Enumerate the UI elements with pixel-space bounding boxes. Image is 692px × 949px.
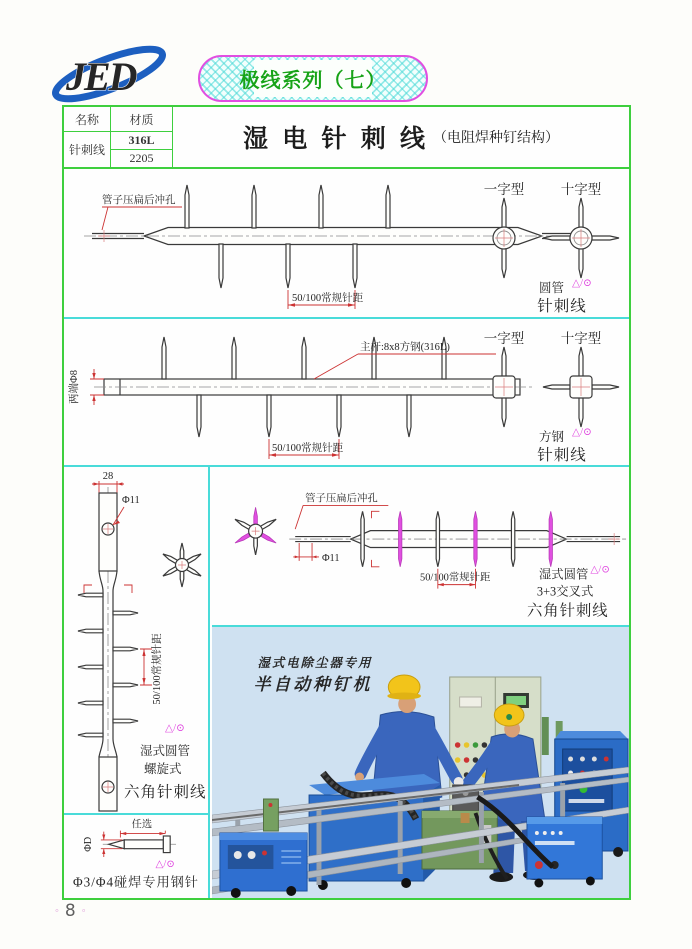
pin-caption: Φ3/Φ4碰焊专用钢针 (73, 874, 199, 890)
page-number-dot-left: ◦ (55, 905, 59, 917)
machine-photo (212, 625, 629, 898)
series-badge (198, 55, 428, 102)
ends-diameter-label: 两端Φ8 (69, 370, 80, 404)
straight-type-title: 一字型 (483, 331, 525, 346)
series-badge-label: 极线系列（七） (239, 70, 387, 92)
logo-text: JED (66, 54, 136, 99)
material-label: 方钢 (538, 430, 564, 444)
pitch-label: 50/100常规针距 (272, 443, 344, 454)
section-round-tube (64, 169, 629, 317)
pitch-dimension (140, 633, 163, 705)
info-table (64, 107, 629, 169)
tube-side-view (289, 511, 626, 566)
photo-caption-line1: 湿式电除尘器专用 (257, 655, 373, 671)
page-number-value: 8 (64, 901, 76, 921)
cert-mark: △/⊙ (155, 858, 175, 870)
hole-label: Φ11 (122, 495, 140, 506)
cross-section-cross-type (543, 181, 619, 278)
material-316l-cell: 316L (111, 132, 172, 150)
product-line3: 六角针刺线 (124, 784, 207, 801)
material-header-cell: 材质 (111, 107, 172, 132)
photo-caption-line2: 半自动种钉机 (253, 674, 373, 695)
diameter-label: ΦD (83, 836, 95, 852)
hex-cross-section (162, 543, 202, 587)
pin-drawing (109, 836, 171, 853)
pitch-label: 50/100常规针距 (292, 293, 364, 304)
cert-mark: △/⊙ (572, 278, 592, 289)
straight-type-title: 一字型 (483, 182, 525, 197)
cross-type-title: 十字型 (560, 331, 602, 346)
page-number (55, 901, 86, 921)
main-frame (62, 105, 631, 900)
product-name-cell: 针刺线 (68, 143, 105, 157)
pitch-dimension (288, 290, 364, 309)
material-label: 圆管 (538, 281, 564, 295)
pitch-label: 50/100常规针距 (420, 572, 491, 584)
product-label: 针刺线 (537, 298, 587, 315)
product-line3: 六角针刺线 (526, 602, 609, 620)
hole-dimension (293, 543, 339, 564)
spiral-hex-diagram (64, 467, 208, 813)
square-bar-diagram (64, 319, 629, 465)
series-badge-panel (239, 60, 387, 97)
pitch-label: 50/100常规针距 (152, 633, 163, 705)
cross-type-title: 十字型 (560, 182, 602, 197)
main-rod-note (314, 340, 496, 379)
hole-label: Φ11 (321, 552, 340, 564)
flatten-punch-note (295, 491, 388, 529)
section-hex-needle-wires (64, 465, 629, 898)
left-welder-box (220, 833, 307, 898)
pitch-dimension (420, 569, 491, 589)
page-number-dot-right: ◦ (81, 905, 86, 917)
section-square-bar (64, 317, 629, 465)
product-line2: 3+3交叉式 (536, 584, 594, 599)
jed-logo (46, 32, 178, 112)
length-dimension (120, 818, 165, 838)
product-line1: 湿式圆管 (538, 567, 589, 582)
page-title-sub: （电阻焊种钉结构） (433, 131, 559, 146)
width-label: 28 (102, 471, 114, 482)
pitch-dimension (269, 439, 344, 459)
steel-pin-diagram (64, 815, 208, 898)
cross-section-cross-type (543, 330, 619, 427)
main-rod-label: 主杆:8x8方钢(316L) (360, 342, 450, 353)
info-table-material-column (111, 107, 173, 167)
length-label: 任选 (131, 819, 153, 831)
machine-photo-graphic (212, 627, 629, 898)
spiral-hex-column (64, 467, 210, 898)
info-table-name-column (64, 107, 111, 167)
hex-cross-section (234, 507, 277, 555)
cert-mark: △/⊙ (590, 564, 610, 576)
flatten-punch-label: 管子压扁后冲孔 (305, 493, 378, 505)
spiral-hex-box (64, 467, 208, 813)
page-title-main: 湿 电 针 刺 线 (242, 126, 429, 153)
square-bar-side-view (94, 337, 532, 437)
steel-pin-box (64, 813, 208, 898)
cross6-box (212, 467, 629, 625)
cross6-diagram (212, 467, 629, 625)
product-line2: 螺旋式 (144, 762, 182, 776)
material-2205-cell: 2205 (129, 151, 154, 165)
flatten-punch-label: 管子压扁后冲孔 (102, 195, 176, 206)
cross6-and-photo-column (212, 467, 629, 898)
page-title (173, 107, 629, 167)
product-line1: 湿式圆管 (140, 744, 191, 758)
round-tube-diagram (64, 169, 629, 317)
jed-logo-graphic (46, 32, 178, 112)
product-label: 针刺线 (537, 447, 587, 464)
cert-mark: △/⊙ (165, 723, 185, 734)
cert-mark: △/⊙ (572, 427, 592, 438)
name-header-cell: 名称 (64, 107, 110, 132)
flatten-punch-note (102, 193, 182, 230)
